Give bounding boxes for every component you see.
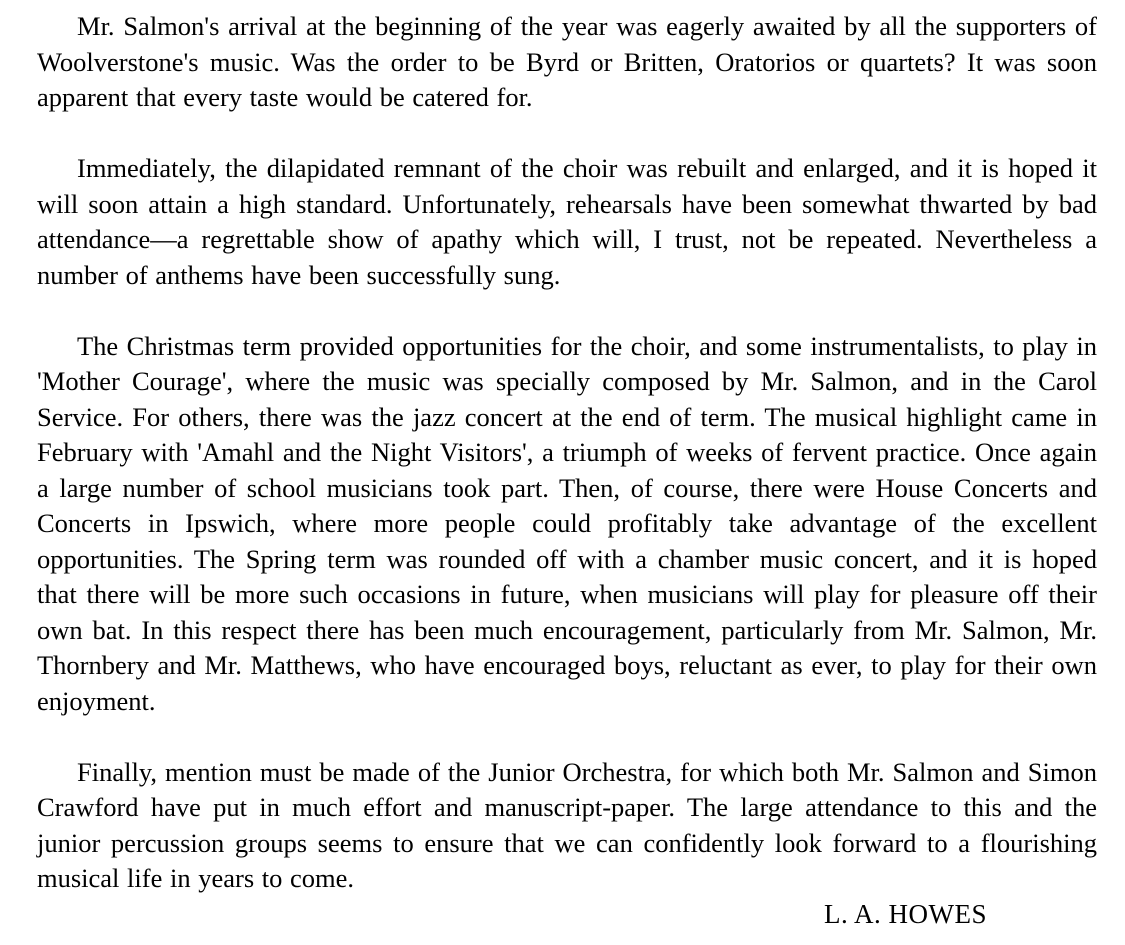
signature: L. A. HOWES [824, 898, 987, 929]
paragraph-3: The Christmas term provided opportunities for the choir, and some instrumentalists, to play in 'Mother Courage', where the music was specially composed by Mr. Salmon, and in the Carol Service. For others, there was the jazz concert at the end of term. The musical highlight came in February with 'Amahl and the Night Visitors', a triumph of weeks of fervent practice. Once again a large number of school musicians took part. Then, of course, there were House Concerts and Concerts in Ipswich, where more people could profitably take advantage of the excellent opportunities. The Spring term was rounded off with a chamber music concert, and it is hoped that there will be more such occasions in future, when musicians will play for pleasure off their own bat. In this respect there has been much encouragement, particularly from Mr. Salmon, Mr. Thornbery and Mr. Matthews, who have encouraged boys, reluctant as ever, to play for their own enjoyment. [37, 330, 1097, 716]
paragraph-2: Immediately, the dilapidated remnant of the choir was rebuilt and enlarged, and it is hoped it will soon attain a high standard. Unfortunately, rehearsals have been somewhat thwarted by bad attendance—a regrettable show of apathy which will, I trust, not be repeated. Nevertheless a number of anthems have been successfully sung. [37, 153, 1097, 290]
paragraph-1: Mr. Salmon's arrival at the beginning of the year was eagerly awaited by all the supporters of Woolverstone's music. Was the order to be Byrd or Britten, Oratorios or quartets? It was soon apparent that every taste would be catered for. [37, 11, 1097, 112]
paragraph-4: Finally, mention must be made of the Junior Orchestra, for which both Mr. Salmon and Simon Crawford have put in much effort and manuscript-paper. The large attendance to this and the junior percussion groups seems to ensure that we can confidently look forward to a flourishing musical life in years to come. [37, 756, 1097, 893]
